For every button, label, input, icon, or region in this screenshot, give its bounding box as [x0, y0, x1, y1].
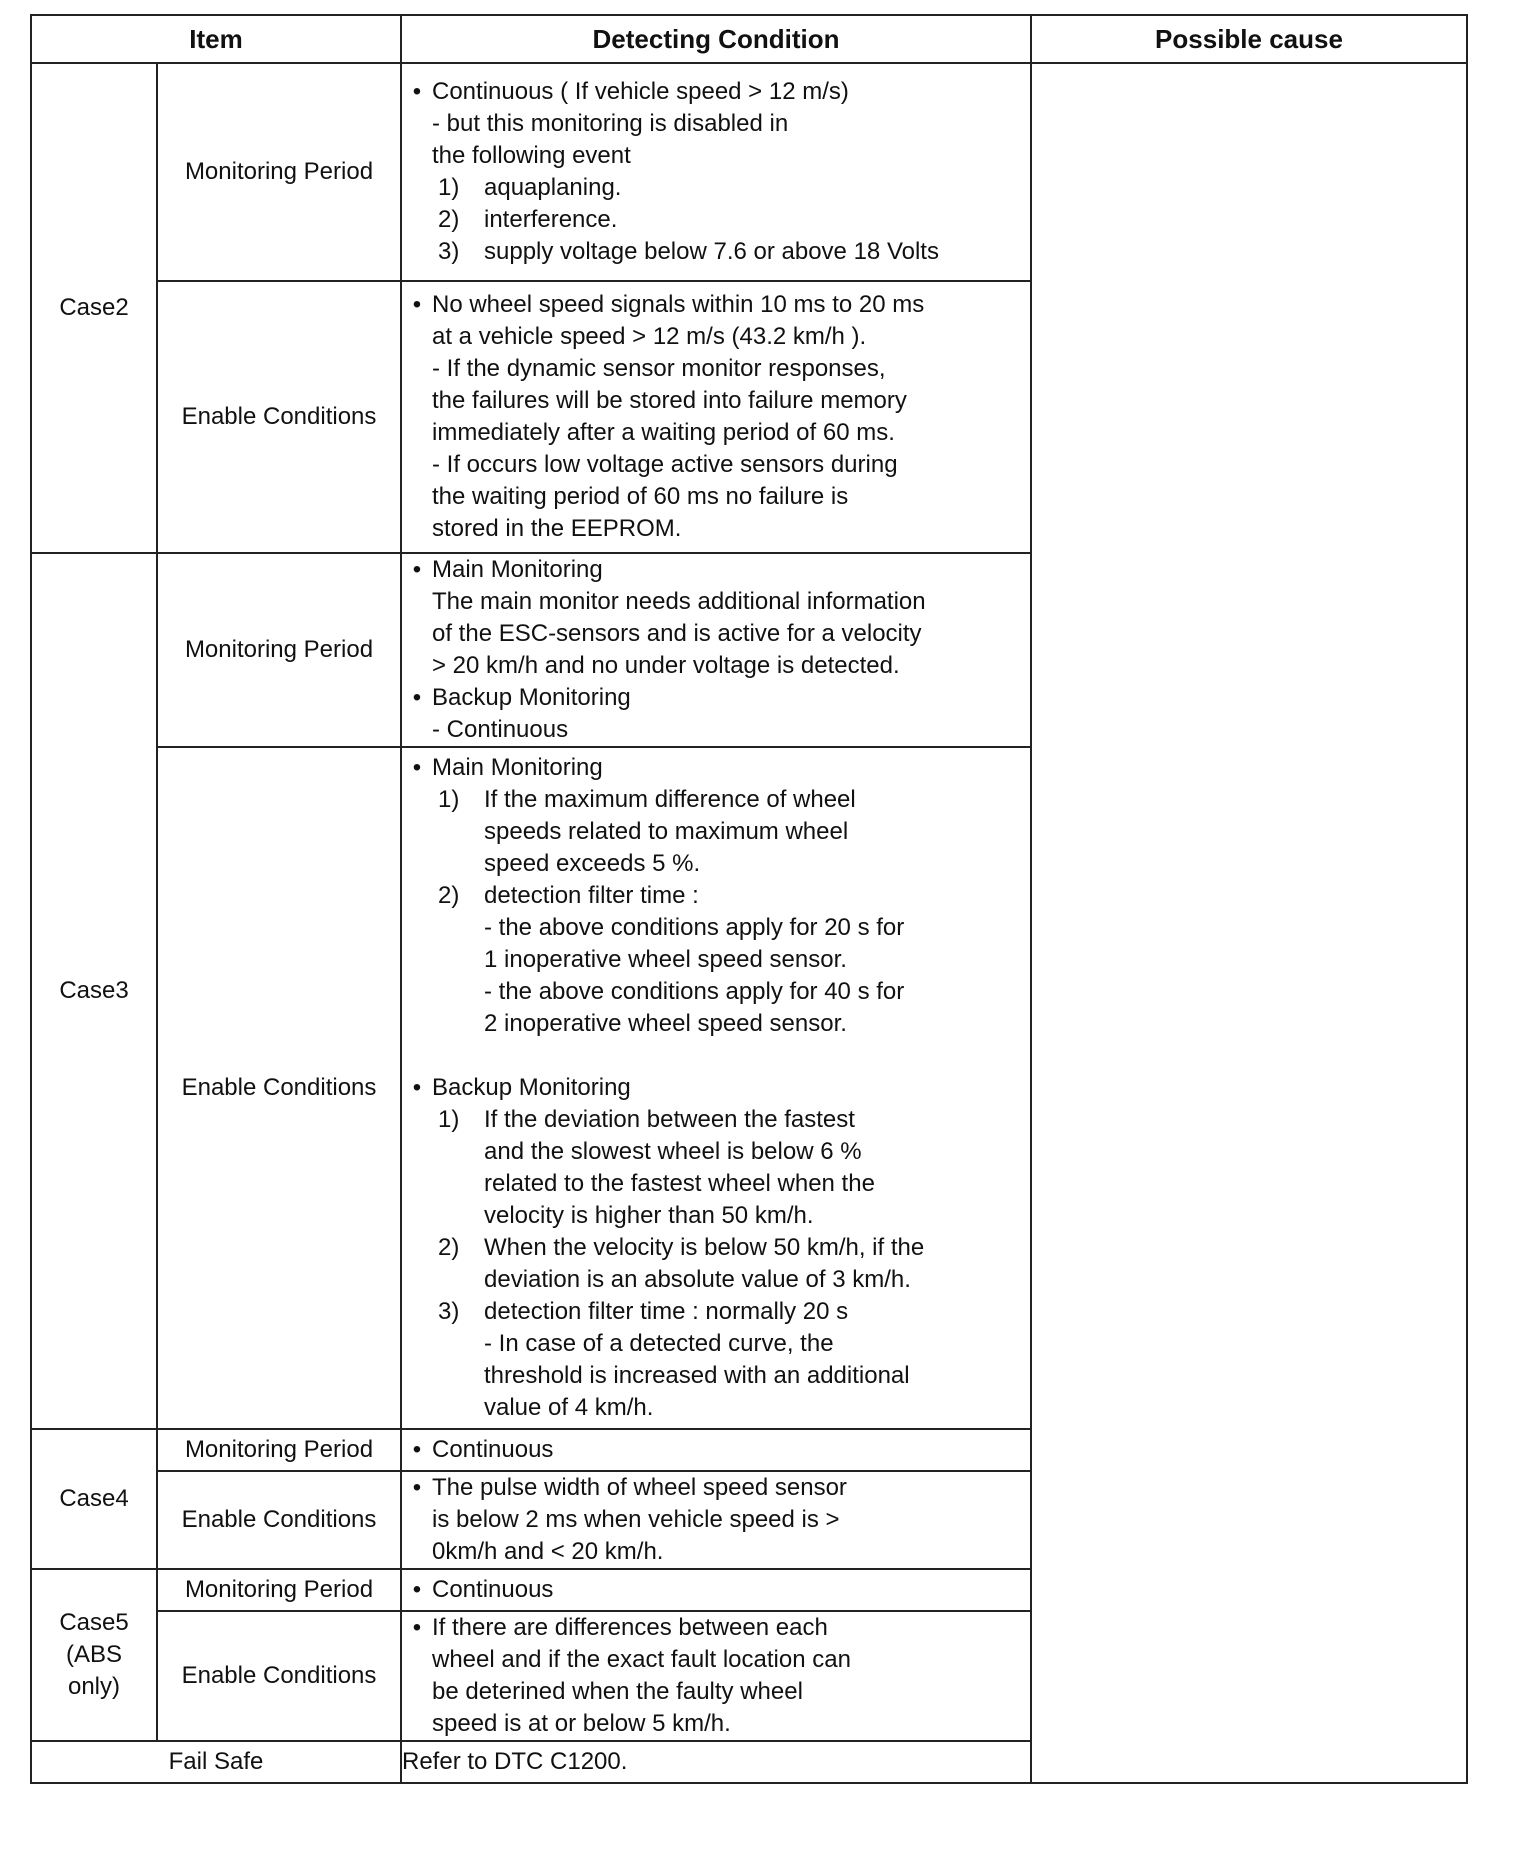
bullet-icon: • [412, 1436, 422, 1463]
case2-enable-conditions-cell [401, 281, 1031, 553]
case4-monitoring-period-label: Monitoring Period [157, 1429, 401, 1471]
fail-safe-reference: Refer to DTC C1200. [402, 1748, 628, 1775]
case3-enable-main-title: Main Monitoring [432, 754, 603, 781]
case2-monitoring-row [31, 63, 1467, 281]
text-line: detection filter time : [484, 882, 699, 909]
text-line: only) [67, 1673, 121, 1700]
text-line: Case5 [59, 1609, 129, 1636]
text-line: > 20 km/h and no under voltage is detected. [432, 652, 900, 679]
case2-label: Case2 [31, 63, 157, 553]
text-line: 2 inoperative wheel speed sensor. [484, 1010, 847, 1037]
case3-backup-monitoring-title: Backup Monitoring [432, 684, 631, 711]
text-line: If the maximum difference of wheel [484, 786, 856, 813]
bullet-icon: • [412, 78, 422, 105]
numbered-item [432, 1232, 1030, 1296]
bullet-icon: • [412, 291, 422, 318]
header-detecting-condition: Detecting Condition [401, 15, 1031, 63]
item-number: 2) [438, 882, 460, 909]
text-line: of the ESC-sensors and is active for a velocity [432, 620, 922, 647]
numbered-item [432, 204, 1030, 236]
bullet-icon: • [412, 1576, 422, 1603]
detecting-condition-table [30, 14, 1468, 1784]
item-number: 3) [438, 238, 460, 265]
text-line: No wheel speed signals within 10 ms to 20 ms [432, 291, 925, 318]
case3-label: Case3 [31, 553, 157, 1429]
text-line: (ABS [65, 1641, 122, 1668]
case3-enable-conditions-cell [401, 747, 1031, 1429]
case3-monitoring-period-cell [401, 553, 1031, 747]
text-line: and the slowest wheel is below 6 % [484, 1138, 862, 1165]
text-line: 1 inoperative wheel speed sensor. [484, 946, 847, 973]
text-line: detection filter time : normally 20 s [484, 1298, 849, 1325]
item-text: aquaplaning. [484, 174, 622, 201]
case2-monitoring-period-label: Monitoring Period [157, 63, 401, 281]
text-line: is below 2 ms when vehicle speed is > [432, 1506, 840, 1533]
item-number: 1) [438, 1106, 460, 1133]
text-line: value of 4 km/h. [484, 1394, 654, 1421]
item-number: 1) [438, 786, 460, 813]
text-line: threshold is increased with an additional [484, 1362, 910, 1389]
text-line: - Continuous [432, 716, 569, 743]
case5-enable-conditions-label: Enable Conditions [157, 1611, 401, 1741]
text-line: speed is at or below 5 km/h. [432, 1710, 731, 1737]
bullet-icon: • [412, 556, 422, 583]
text-line: The pulse width of wheel speed sensor [432, 1474, 847, 1501]
text-line: speed exceeds 5 %. [484, 850, 701, 877]
text-line: When the velocity is below 50 km/h, if the [484, 1234, 925, 1261]
text-line: - If occurs low voltage active sensors during [432, 451, 898, 478]
text-line: 0km/h and < 20 km/h. [432, 1538, 664, 1565]
text-line: wheel and if the exact fault location can [432, 1646, 851, 1673]
text-line: at a vehicle speed > 12 m/s (43.2 km/h ). [432, 323, 867, 350]
case5-monitoring-period-cell [401, 1569, 1031, 1611]
text-line: the failures will be stored into failure memory [432, 387, 907, 414]
case5-monitoring-period-label: Monitoring Period [157, 1569, 401, 1611]
item-number: 1) [438, 174, 460, 201]
numbered-item [432, 236, 1030, 268]
numbered-item [432, 784, 1030, 880]
case3-monitoring-period-label: Monitoring Period [157, 553, 401, 747]
text-line: related to the fastest wheel when the [484, 1170, 875, 1197]
item-number: 3) [438, 1298, 460, 1325]
text-line: If the deviation between the fastest [484, 1106, 855, 1133]
numbered-item [432, 1104, 1030, 1232]
fail-safe-text [401, 1741, 1031, 1783]
text-line: - If the dynamic sensor monitor responses, [432, 355, 886, 382]
item-number: 2) [438, 206, 460, 233]
case3-main-monitoring-title: Main Monitoring [432, 556, 603, 583]
case5-monitoring-text: Continuous [432, 1576, 554, 1603]
fail-safe-label: Fail Safe [31, 1741, 401, 1783]
numbered-item [432, 1296, 1030, 1424]
case5-enable-conditions-cell [401, 1611, 1031, 1741]
text-line: - but this monitoring is disabled in [432, 110, 789, 137]
text-line: velocity is higher than 50 km/h. [484, 1202, 814, 1229]
case2-monitoring-lead: Continuous ( If vehicle speed > 12 m/s) [432, 78, 849, 105]
text-line: immediately after a waiting period of 60 ms. [432, 419, 895, 446]
header-possible-cause: Possible cause [1031, 15, 1467, 63]
text-line: - the above conditions apply for 20 s for [484, 914, 905, 941]
bullet-icon: • [412, 1614, 422, 1641]
case4-monitoring-period-cell [401, 1429, 1031, 1471]
possible-cause-cell [1031, 63, 1467, 1783]
text-line: the following event [432, 142, 631, 169]
case3-enable-conditions-label: Enable Conditions [157, 747, 401, 1429]
case4-enable-conditions-label: Enable Conditions [157, 1471, 401, 1569]
case3-enable-backup-title: Backup Monitoring [432, 1074, 631, 1101]
case4-enable-conditions-cell [401, 1471, 1031, 1569]
text-line: speeds related to maximum wheel [484, 818, 849, 845]
header-row [31, 15, 1467, 63]
header-item: Item [31, 15, 401, 63]
dtc-spec-sheet [30, 14, 1466, 1854]
text-line: If there are differences between each [432, 1614, 828, 1641]
numbered-item [432, 880, 1030, 1040]
bullet-icon: • [412, 1474, 422, 1501]
item-number: 2) [438, 1234, 460, 1261]
case4-label: Case4 [31, 1429, 157, 1569]
bullet-icon: • [412, 754, 422, 781]
numbered-item [432, 172, 1030, 204]
bullet-icon: • [412, 684, 422, 711]
item-text: interference. [484, 206, 618, 233]
bullet-icon: • [412, 1074, 422, 1101]
text-line: deviation is an absolute value of 3 km/h. [484, 1266, 911, 1293]
text-line: - In case of a detected curve, the [484, 1330, 834, 1357]
item-text: supply voltage below 7.6 or above 18 Volts [484, 238, 939, 265]
text-line: The main monitor needs additional information [432, 588, 926, 615]
text-line: - the above conditions apply for 40 s for [484, 978, 905, 1005]
text-line: the waiting period of 60 ms no failure is [432, 483, 849, 510]
case2-monitoring-period-cell [401, 63, 1031, 281]
case2-enable-conditions-label: Enable Conditions [157, 281, 401, 553]
text-line: be deterined when the faulty wheel [432, 1678, 803, 1705]
text-line: stored in the EEPROM. [432, 515, 682, 542]
case5-label [31, 1569, 157, 1741]
case4-monitoring-text: Continuous [432, 1436, 554, 1463]
